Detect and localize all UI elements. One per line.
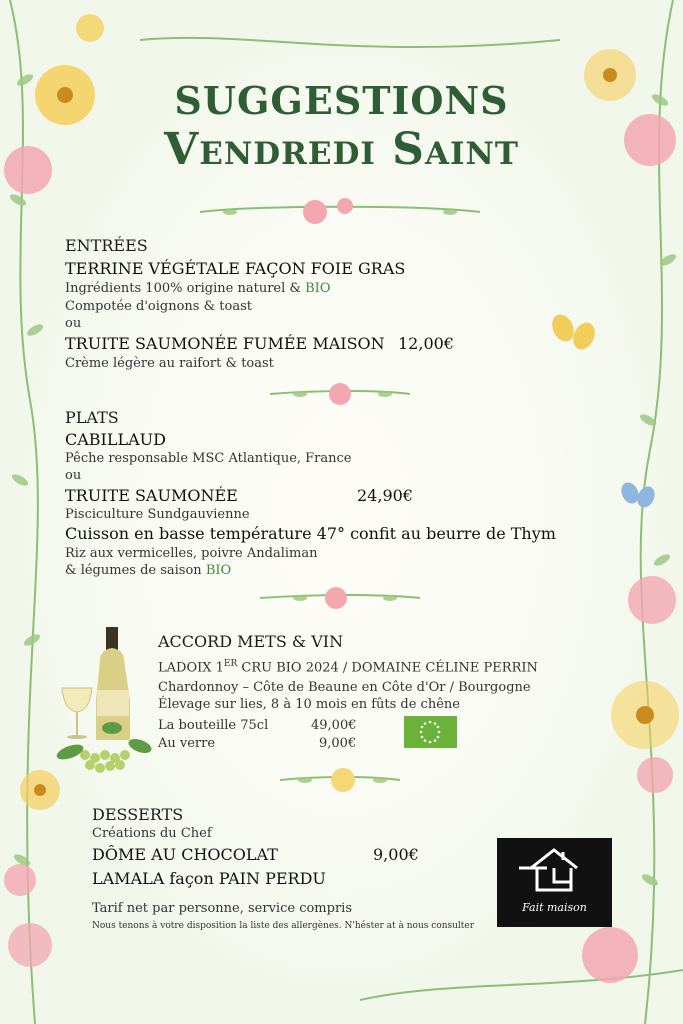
- fait-maison-label: Fait maison: [522, 901, 587, 914]
- desserts-heading: DESSERTS: [92, 805, 184, 824]
- footer-allergen-note: Nous tenons à votre disposition la liste des allergènes. N'héster at à nous consulter: [92, 921, 475, 931]
- plats-heading: PLATS: [65, 408, 119, 427]
- eu-organic-logo-icon: [404, 716, 457, 748]
- entree-price: 12,00€: [398, 334, 454, 353]
- desserts-subtitle: Créations du Chef: [92, 826, 212, 841]
- plat-side-vegetables-text: & légumes de saison: [65, 563, 202, 578]
- plat-dish-cabillaud: CABILLAUD: [65, 430, 166, 449]
- plat-cooking-method: Cuisson en basse température 47° confit au beurre de Thym: [65, 524, 556, 543]
- dessert-dish-pain-perdu: LAMALA façon PAIN PERDU: [92, 869, 326, 888]
- entree-terrine-desc: Compotée d'oignons & toast: [65, 299, 252, 314]
- wine-name: [158, 659, 538, 675]
- accord-heading: ACCORD METS & VIN: [158, 632, 344, 651]
- entree-truite-desc: Crème légère au raifort & toast: [65, 356, 274, 371]
- plat-side-vegetables: [65, 563, 231, 578]
- wine-name-superscript: ER: [223, 659, 238, 669]
- wine-desc-origin: Chardonnoy – Côte de Beaune en Côte d'Or / Bourgogne: [158, 680, 531, 695]
- plat-price: 24,90€: [357, 486, 413, 505]
- wine-bottle-price: 49,00€: [311, 718, 357, 733]
- bio-label: BIO: [305, 281, 331, 296]
- plat-cabillaud-desc: Pêche responsable MSC Atlantique, France: [65, 451, 352, 466]
- plat-side-rice: Riz aux vermicelles, poivre Andaliman: [65, 546, 318, 561]
- wine-glass-price: 9,00€: [319, 736, 357, 751]
- menu-title: SUGGESTIONS: [174, 78, 509, 123]
- wine-glass-label: Au verre: [158, 736, 216, 751]
- plat-or: ou: [65, 468, 82, 483]
- dessert-price: 9,00€: [373, 845, 419, 864]
- entree-terrine-ingredients: [65, 281, 330, 296]
- plat-truite-origin: Pisciculture Sundgauvienne: [65, 507, 250, 522]
- entree-dish-truite-fumee: TRUITE SAUMONÉE FUMÉE MAISON: [65, 334, 385, 353]
- entrees-heading: ENTRÉES: [65, 236, 148, 255]
- entree-dish-terrine: TERRINE VÉGÉTALE FAÇON FOIE GRAS: [65, 259, 406, 278]
- house-icon: [497, 838, 612, 898]
- footer-price-note: Tarif net par personne, service compris: [92, 901, 352, 916]
- plat-dish-truite: TRUITE SAUMONÉE: [65, 486, 238, 505]
- entree-terrine-ingredients-text: Ingrédients 100% origine naturel &: [65, 281, 301, 296]
- wine-bottle-label: La bouteille 75cl: [158, 718, 269, 733]
- dessert-dish-dome: DÔME AU CHOCOLAT: [92, 845, 278, 864]
- bio-label: BIO: [205, 563, 232, 578]
- entree-or: ou: [65, 316, 82, 331]
- wine-name-part2: CRU BIO 2024 / DOMAINE CÉLINE PERRIN: [237, 660, 538, 676]
- fait-maison-badge: [497, 838, 612, 927]
- menu-subtitle: Vendredi Saint: [164, 124, 519, 175]
- wine-desc-aging: Élevage sur lies, 8 à 10 mois en fûts de chêne: [158, 697, 460, 712]
- wine-name-part1: LADOIX 1: [158, 660, 224, 676]
